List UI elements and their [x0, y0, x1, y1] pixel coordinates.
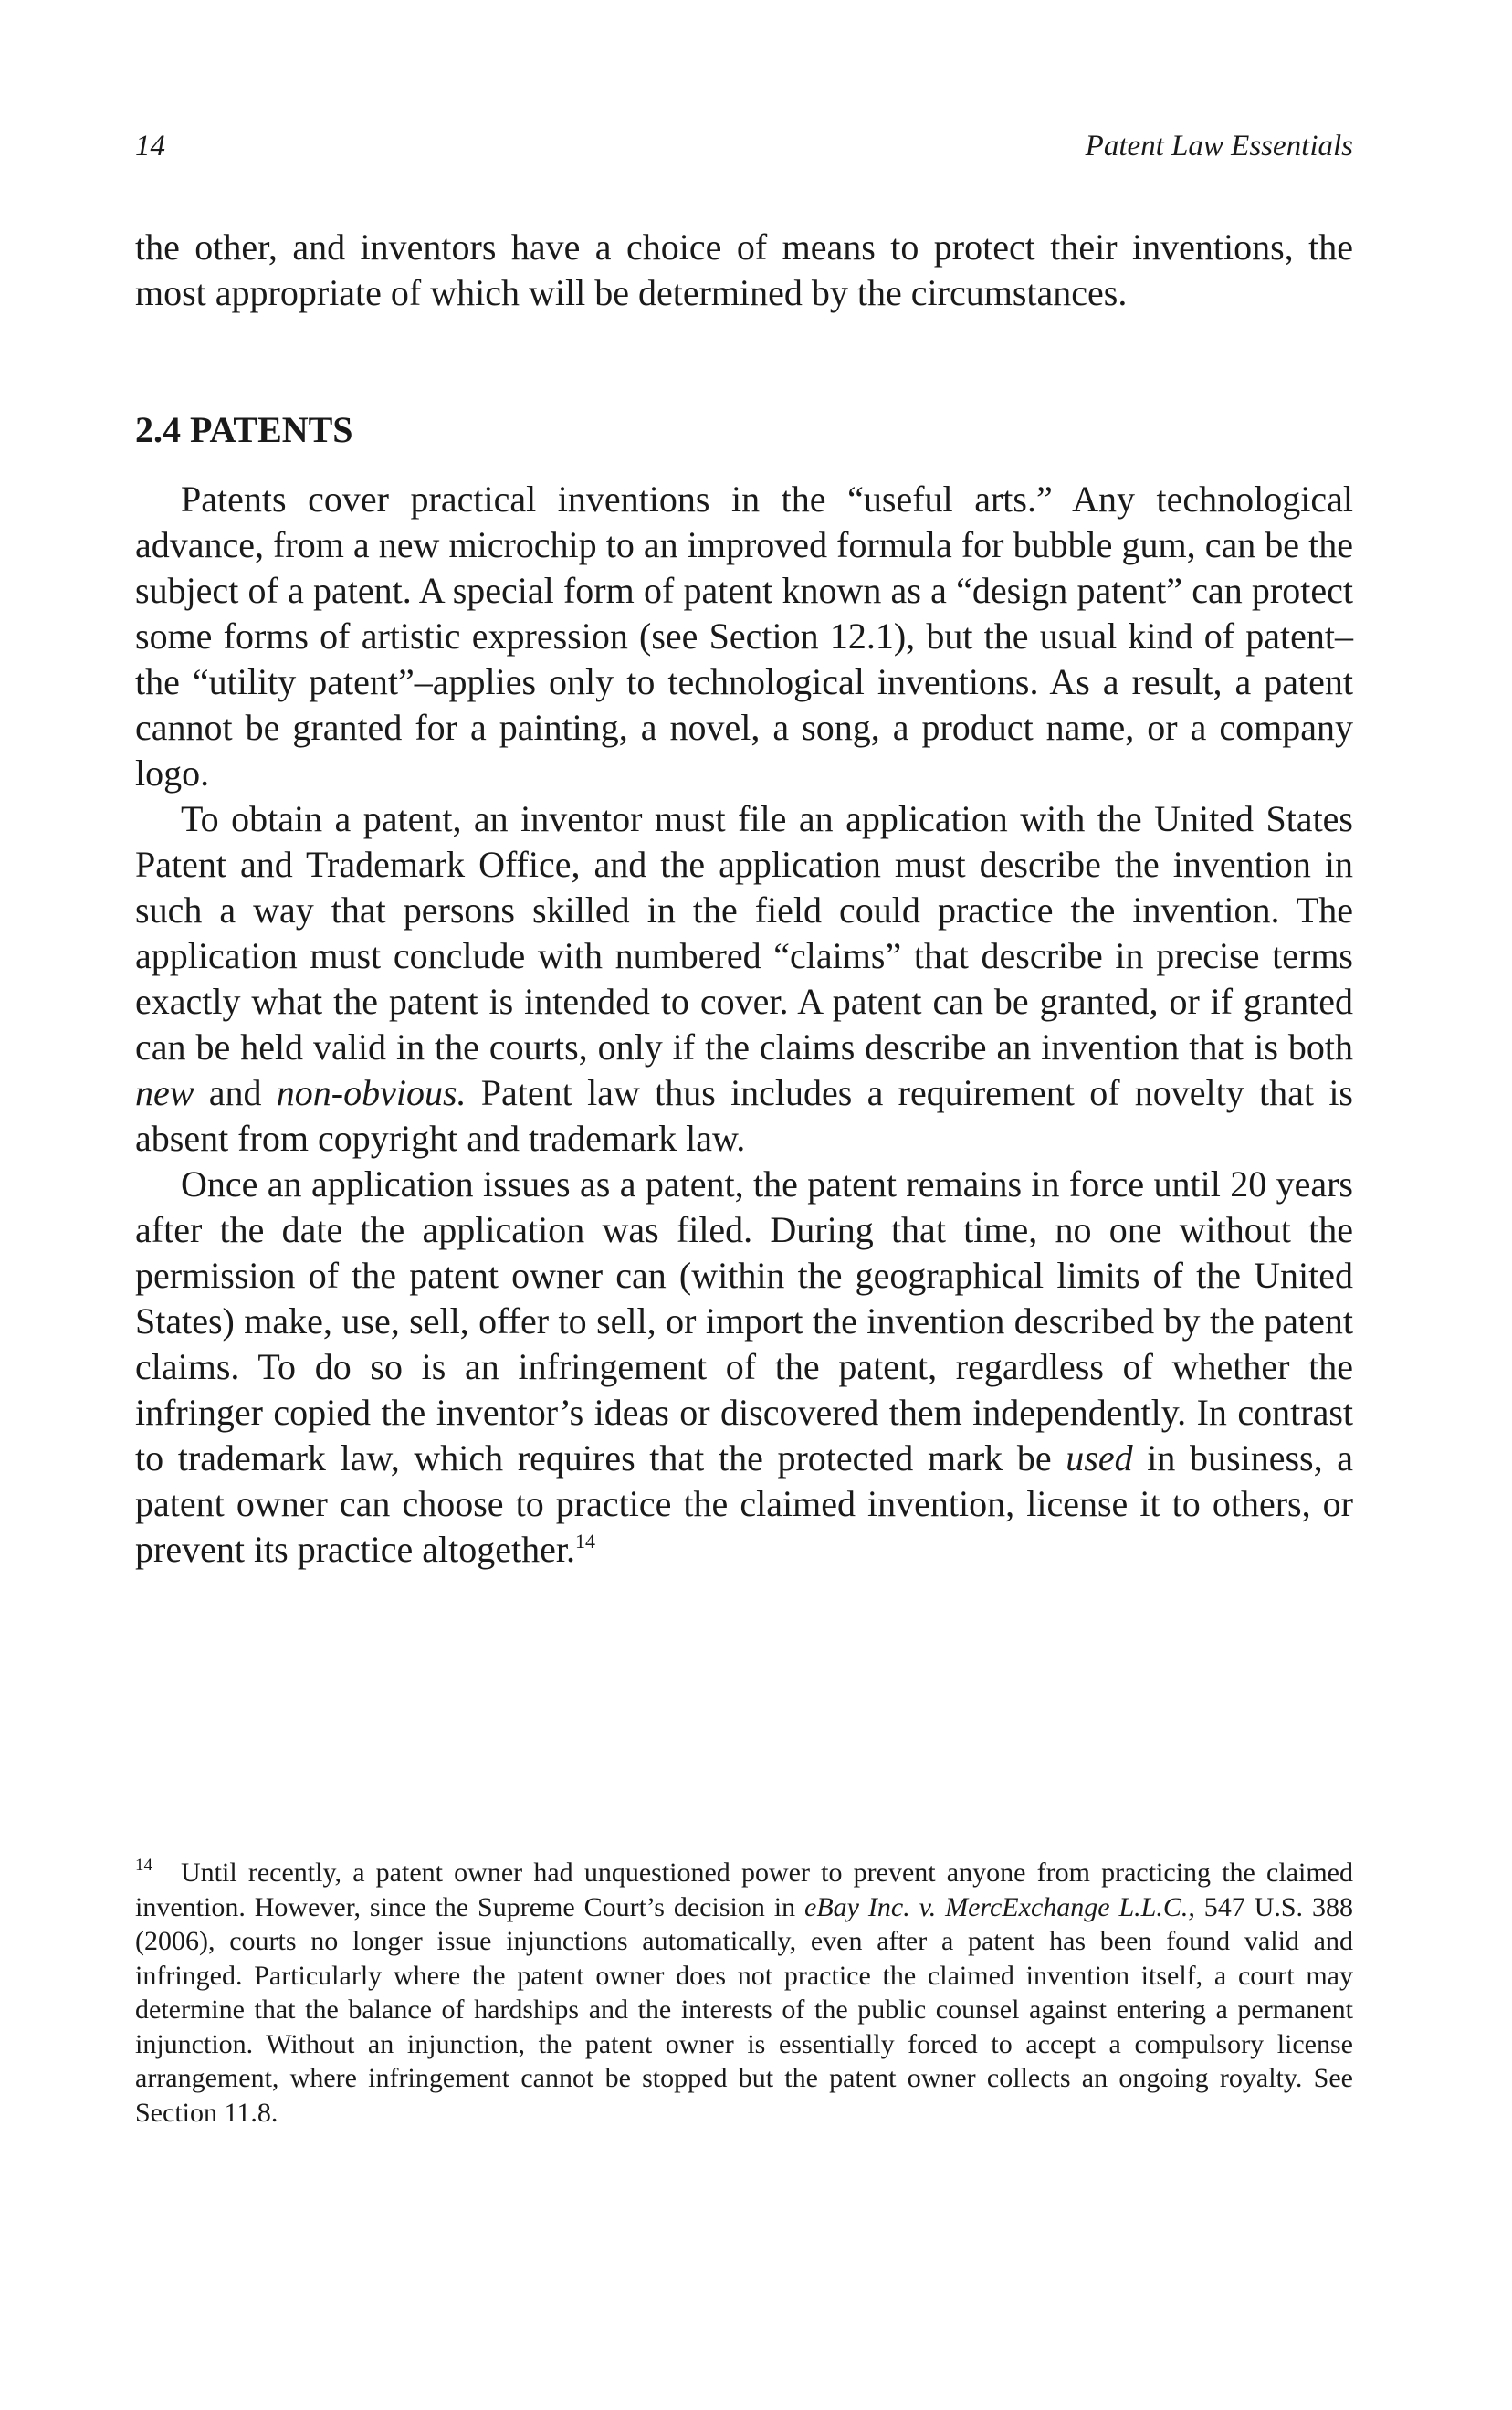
paragraph-2 — [135, 796, 1353, 1162]
section-heading: 2.4 PATENTS — [135, 409, 353, 450]
intro-paragraph: the other, and inventors have a choice of means to protect their inventions, the most appropriate of which will be determined by the circumstances. — [135, 226, 1353, 313]
paragraph-2-text-a: To obtain a patent, an inventor must file an application with the United States Patent and Trademark Office, and the application must describe the invention in such a way that persons skilled in the field could practice the invention. The application must conclude with numbered “claims” that describe in precise terms exactly what the patent is intended to cover. A patent can be granted, or if granted can be held valid in the courts, only if the claims describe an invention that is both — [135, 798, 1353, 1068]
paragraph-3 — [135, 1162, 1353, 1573]
paragraph-3-text-b: in business, a patent owner can choose to practice the claimed invention, license it to others, or prevent its practice altogether. — [135, 1437, 1354, 1570]
term-used: used — [1066, 1437, 1133, 1479]
paragraph-3-text-a: Once an application issues as a patent, the patent remains in force until 20 years after the date the application was filed. During that time, no one without the permission of the patent owner can (within the geographical limits of the United States) make, use, sell, offer to sell, or import the invention described by the patent claims. To do so is an infringement of the patent, regardless of whether the infringer copied the inventor’s ideas or discovered them independently. In contrast to trademark law, which requires that the protected mark be — [135, 1163, 1353, 1479]
section-body — [135, 477, 1353, 1573]
footnote-text-a: Until recently, a patent owner had unquestioned power to prevent anyone from practicing the claimed invention. However, since the Supreme Court’s decision in — [135, 1857, 1353, 1922]
footnote-text-b: 547 U.S. 388 (2006), courts no longer issue injunctions automatically, even after a patent has been found valid and infringed. Particularly where the patent owner does not practice the claimed invention itself, a court may determine that the balance of hardships and the interests of the public counsel against entering a permanent injunction. Without an injunction, the patent owner is essentially forced to accept a compulsory license arrangement, where infringement cannot be stopped but the patent owner collects an ongoing royalty. See Section 11.8. — [135, 1891, 1353, 2128]
paragraph-2-text-c: Patent law thus includes a requirement of novelty that is absent from copyright and trademark law. — [135, 1072, 1354, 1159]
running-head — [135, 130, 1353, 175]
page-number: 14 — [135, 130, 165, 163]
footnote-case-name: eBay Inc. v. MercExchange L.L.C., — [804, 1891, 1195, 1922]
footnote: $^{14}$ Until recently, a patent owner had unquestioned power to prevent anyone from practicing the claimed invention. However, since the Supreme Court’s decision in eBay Inc. v. MercExchange L.L.C., 547 U.S. 388 (2006), courts no longer issue injunctions automatically, even after a patent has been found valid and infringed. Particularly where the patent owner does not practice the claimed invention itself, a court may determine that the balance of hardships and the interests of the public counsel against entering a permanent injunction. Without an injunction, the patent owner is essentially forced to accept a compulsory license arrangement, where infringement cannot be stopped but the patent owner collects an ongoing royalty. See Section 11.8. — [135, 1856, 1353, 2128]
term-non-obvious: non-obvious. — [276, 1072, 467, 1113]
term-new: new — [135, 1072, 194, 1113]
paragraph-1-text: Patents cover practical inventions in the “useful arts.” Any technological advance, from a new microchip to an improved formula for bubble gum, can be the subject of a patent. A special form of patent known as a “design patent” can protect some forms of artistic expression (see Section 12.1), but the usual kind of patent–the “utility patent”–applies only to technological inventions. As a result, a patent cannot be granted for a painting, a novel, a song, a product name, or a company logo. — [135, 479, 1353, 794]
book-title: Patent Law Essentials — [1085, 130, 1353, 163]
paragraph-1 — [135, 477, 1353, 796]
footnote-reference[interactable]: 14 — [575, 1530, 596, 1552]
paragraph-2-text-b: and — [194, 1072, 277, 1113]
